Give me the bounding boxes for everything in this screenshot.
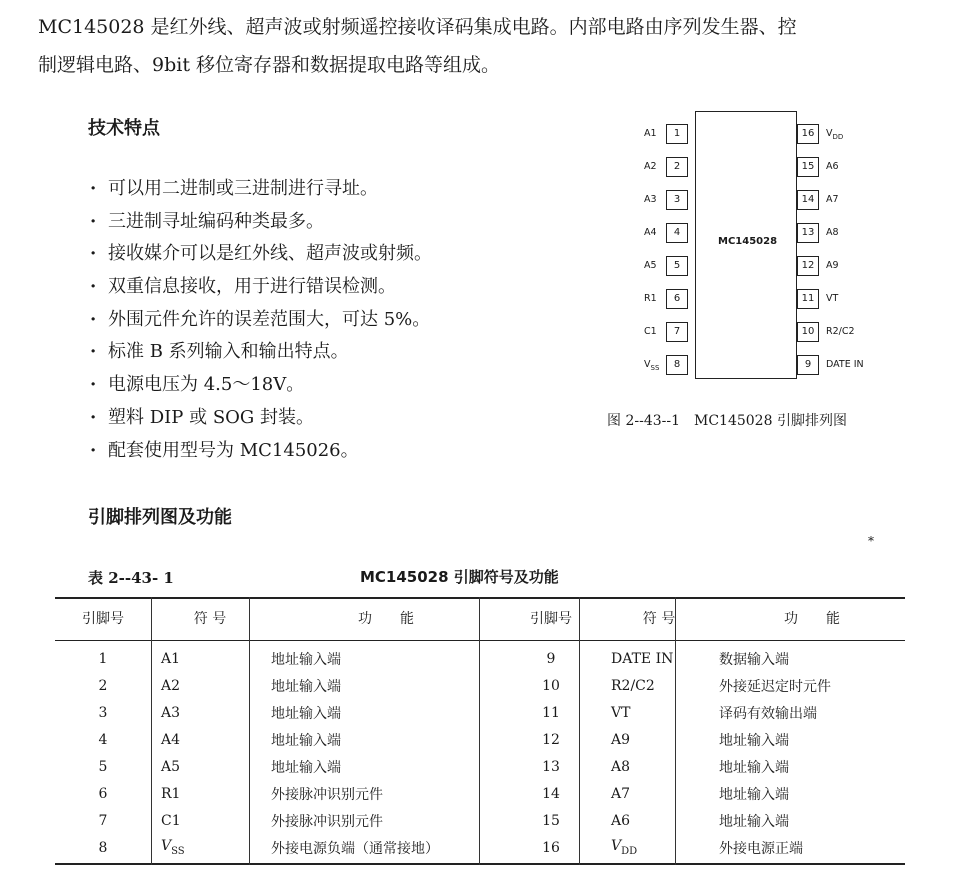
symbol-cell: A9 bbox=[611, 731, 631, 748]
table-row bbox=[55, 753, 905, 780]
pin-number: 2 bbox=[666, 157, 688, 177]
pin-function-table bbox=[55, 597, 905, 861]
function-cell: 地址输入端 bbox=[719, 813, 789, 830]
pin-number: 16 bbox=[797, 124, 819, 144]
symbol-cell: $V_{SS}$ bbox=[161, 838, 185, 857]
table-number: 表 2--43- 1 bbox=[88, 569, 174, 587]
pin-no-cell: 9 bbox=[546, 650, 556, 667]
function-cell: 地址输入端 bbox=[271, 759, 341, 776]
symbol-cell: $V_{DD}$ bbox=[611, 838, 638, 857]
pin-label: A8 bbox=[826, 227, 839, 238]
pin-number: 1 bbox=[666, 124, 688, 144]
pin-no-cell: 14 bbox=[542, 785, 560, 802]
bullet-dot: · bbox=[90, 308, 97, 330]
header-function: 功 能 bbox=[358, 611, 414, 627]
feature-item bbox=[90, 435, 432, 468]
function-cell: 地址输入端 bbox=[271, 732, 341, 749]
pin-no-cell: 5 bbox=[98, 758, 108, 775]
pin-no-cell: 8 bbox=[98, 839, 108, 856]
function-cell: 地址输入端 bbox=[271, 651, 341, 668]
table-bottom-rule bbox=[55, 863, 905, 865]
header-symbol: 符 号 bbox=[193, 611, 227, 627]
intro-paragraph bbox=[38, 8, 918, 84]
pin-no-cell: 3 bbox=[98, 704, 108, 721]
pin-label: R2/C2 bbox=[826, 326, 855, 337]
symbol-cell: R1 bbox=[161, 785, 181, 802]
symbol-cell: A8 bbox=[611, 758, 631, 775]
pin-number: 8 bbox=[666, 355, 688, 375]
table-row bbox=[55, 672, 905, 699]
pin-no-cell: 4 bbox=[98, 731, 108, 748]
pin-number: 6 bbox=[666, 289, 688, 309]
feature-item bbox=[90, 402, 432, 435]
symbol-cell: VT bbox=[611, 704, 631, 721]
pin-no-cell: 1 bbox=[98, 650, 108, 667]
intro-line-2: 制逻辑电路、9bit 移位寄存器和数据提取电路等组成。 bbox=[38, 54, 501, 76]
pin-label: A3 bbox=[644, 194, 657, 205]
diagram-caption: 图 2--43--1 MC145028 引脚排列图 bbox=[607, 413, 847, 429]
feature-text: 可以用二进制或三进制进行寻址。 bbox=[108, 178, 378, 199]
pin-number: 9 bbox=[797, 355, 819, 375]
pin-label: A5 bbox=[644, 260, 657, 271]
feature-text: 电源电压为 4.5～18V。 bbox=[108, 374, 305, 396]
symbol-cell: A5 bbox=[161, 758, 181, 775]
pin-label: A4 bbox=[644, 227, 657, 238]
pin-label: $V_{SS}$ bbox=[644, 359, 660, 372]
bullet-dot: · bbox=[90, 439, 97, 461]
function-cell: 地址输入端 bbox=[271, 705, 341, 722]
pin-number: 12 bbox=[797, 256, 819, 276]
symbol-cell: A2 bbox=[161, 677, 181, 694]
pin-label: VT bbox=[826, 293, 839, 304]
pin-number: 4 bbox=[666, 223, 688, 243]
feature-text: 接收媒介可以是红外线、超声波或射频。 bbox=[108, 243, 432, 265]
symbol-cell: A1 bbox=[161, 650, 181, 667]
feature-item bbox=[90, 238, 432, 271]
pin-no-cell: 7 bbox=[98, 812, 108, 829]
function-cell: 地址输入端 bbox=[719, 732, 789, 749]
pin-number: 11 bbox=[797, 289, 819, 309]
symbol-cell: R2/C2 bbox=[611, 677, 655, 694]
function-cell: 外接电源负端（通常接地） bbox=[271, 840, 439, 857]
table-row bbox=[55, 726, 905, 753]
bullet-dot: · bbox=[90, 341, 97, 363]
function-cell: 地址输入端 bbox=[719, 759, 789, 776]
feature-item bbox=[90, 304, 432, 337]
table-row bbox=[55, 834, 905, 861]
pin-no-cell: 2 bbox=[98, 677, 108, 694]
function-cell: 外接脉冲识别元件 bbox=[271, 786, 383, 803]
pin-no-cell: 12 bbox=[542, 731, 560, 748]
intro-line-1: MC145028 是红外线、超声波或射频遥控接收译码集成电路。内部电路由序列发生器、控 bbox=[38, 16, 797, 38]
feature-item bbox=[90, 173, 432, 206]
table-header-row bbox=[55, 597, 905, 639]
pin-no-cell: 16 bbox=[542, 839, 560, 856]
pin-number: 5 bbox=[666, 256, 688, 276]
function-cell: 外接电源正端 bbox=[719, 840, 803, 857]
function-cell: 地址输入端 bbox=[719, 786, 789, 803]
pin-number: 7 bbox=[666, 322, 688, 342]
pin-number: 14 bbox=[797, 190, 819, 210]
bullet-dot: · bbox=[90, 276, 97, 298]
pin-label: C1 bbox=[644, 326, 657, 337]
function-cell: 外接脉冲识别元件 bbox=[271, 813, 383, 830]
bullet-dot: · bbox=[90, 210, 97, 232]
pin-label: A7 bbox=[826, 194, 839, 205]
feature-text: 塑料 DIP 或 SOG 封装。 bbox=[108, 406, 315, 428]
pin-label: R1 bbox=[644, 293, 657, 304]
pin-no-cell: 10 bbox=[542, 677, 560, 694]
pin-label: A1 bbox=[644, 128, 657, 139]
header-pin-no-2: 引脚号 bbox=[530, 611, 572, 627]
feature-item bbox=[90, 369, 432, 402]
table-row bbox=[55, 807, 905, 834]
feature-text: 三进制寻址编码种类最多。 bbox=[108, 210, 324, 232]
features-list bbox=[90, 173, 432, 467]
feature-text: 外围元件允许的误差范围大，可达 5%。 bbox=[108, 308, 431, 330]
feature-text: 标准 B 系列输入和输出特点。 bbox=[108, 341, 349, 363]
pin-number: 10 bbox=[797, 322, 819, 342]
pin-number: 13 bbox=[797, 223, 819, 243]
pin-section-heading: 引脚排列图及功能 bbox=[88, 507, 232, 528]
pin-no-cell: 15 bbox=[542, 812, 560, 829]
feature-text: 配套使用型号为 MC145026。 bbox=[108, 439, 359, 461]
features-heading: 技术特点 bbox=[88, 118, 160, 139]
table-title: MC145028 引脚符号及功能 bbox=[360, 568, 559, 586]
header-function-2: 功 能 bbox=[784, 611, 840, 627]
pin-label: A9 bbox=[826, 260, 839, 271]
pin-label: A2 bbox=[644, 161, 657, 172]
function-cell: 外接延迟定时元件 bbox=[719, 678, 831, 695]
symbol-cell: A4 bbox=[161, 731, 181, 748]
feature-text: 双重信息接收，用于进行错误检测。 bbox=[108, 276, 396, 298]
pin-no-cell: 11 bbox=[542, 704, 560, 721]
symbol-cell: A6 bbox=[611, 812, 631, 829]
feature-item bbox=[90, 271, 432, 304]
function-cell: 译码有效输出端 bbox=[719, 705, 817, 722]
bullet-dot: · bbox=[90, 406, 97, 428]
chip-name: MC145028 bbox=[718, 236, 778, 247]
symbol-cell: A7 bbox=[611, 785, 631, 802]
bullet-dot: · bbox=[90, 243, 97, 265]
symbol-cell: C1 bbox=[161, 812, 181, 829]
pin-label: A6 bbox=[826, 161, 839, 172]
bullet-dot: · bbox=[90, 178, 97, 199]
margin-mark: * bbox=[868, 534, 874, 548]
pin-no-cell: 6 bbox=[98, 785, 108, 802]
header-pin-no: 引脚号 bbox=[82, 611, 124, 627]
pin-label: DATE IN bbox=[826, 359, 864, 370]
header-symbol-2: 符 号 bbox=[642, 611, 676, 627]
function-cell: 数据输入端 bbox=[719, 651, 789, 668]
feature-item bbox=[90, 336, 432, 369]
pin-label: $V_{DD}$ bbox=[826, 128, 844, 141]
function-cell: 地址输入端 bbox=[271, 678, 341, 695]
table-row bbox=[55, 699, 905, 726]
bullet-dot: · bbox=[90, 374, 97, 396]
pin-no-cell: 13 bbox=[542, 758, 560, 775]
symbol-cell: A3 bbox=[161, 704, 181, 721]
pin-number: 15 bbox=[797, 157, 819, 177]
pin-number: 3 bbox=[666, 190, 688, 210]
table-row bbox=[55, 639, 905, 672]
table-row bbox=[55, 780, 905, 807]
feature-item bbox=[90, 206, 432, 239]
symbol-cell: DATE IN bbox=[611, 650, 674, 667]
